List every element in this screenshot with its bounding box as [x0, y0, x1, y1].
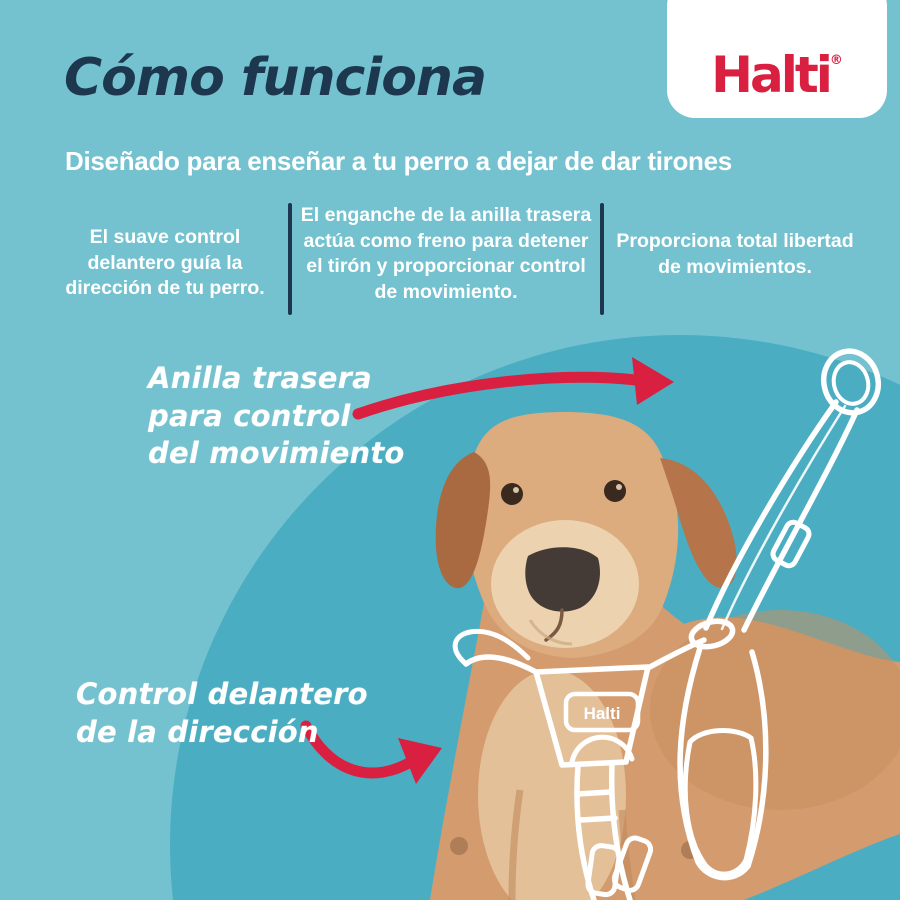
back-ring-arrow-icon [358, 357, 674, 414]
page-subtitle: Diseñado para enseñar a tu perro a dejar de dar tirones [65, 146, 732, 176]
annotation-line: del movimiento [148, 436, 405, 471]
benefit-front-control: El suave control delantero guía la dirección de tu perro. [65, 226, 265, 300]
annotation-front-control [76, 676, 368, 751]
benefits-row [42, 203, 870, 315]
annotation-line: de la dirección [76, 714, 319, 749]
page-title: Cómo funciona [64, 48, 487, 108]
annotation-line: Control delantero [76, 677, 368, 711]
halti-logo [711, 46, 843, 104]
harness-brand-label: Halti [583, 704, 621, 723]
registered-mark: ® [829, 53, 843, 68]
annotation-back-ring [148, 360, 405, 473]
annotation-line: para control [148, 398, 351, 433]
back-ring-loop [817, 345, 884, 418]
halti-logo-text: Halti [711, 46, 830, 104]
annotation-line: Anilla trasera [148, 361, 372, 395]
benefit-freedom: Proporciona total libertad de movimientos. [616, 230, 854, 278]
lead-strap [706, 345, 885, 630]
benefit-back-ring-brake: El enganche de la anilla trasera actúa como freno para detener el tirón y proporcionar control de movimiento. [300, 204, 592, 304]
brand-logo-card [667, 0, 887, 118]
